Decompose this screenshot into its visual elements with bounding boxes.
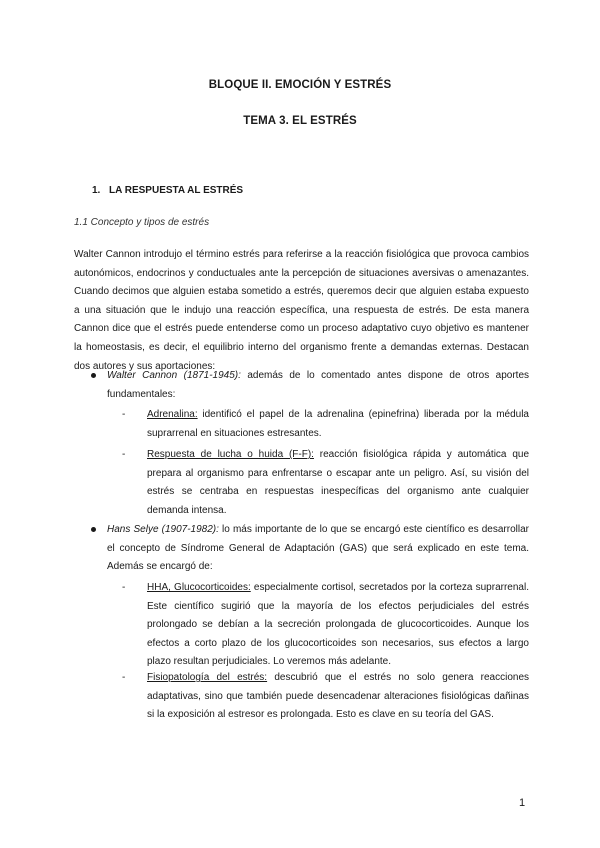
- author-name: Hans Selye (1907-1982):: [107, 524, 219, 535]
- document-subtitle: TEMA 3. EL ESTRÉS: [243, 115, 357, 127]
- term-description: reacción fisiológica rápida y automática que prepara al organismo para enfrentarse o escapar ante un peligro. Así, su visión del estrés se centraba en respuestas inespecíficas del organismo ante cualquier demanda intensa.: [147, 449, 530, 516]
- term: HHA, Glucocorticoides:: [147, 582, 251, 593]
- intro-paragraph: Walter Cannon introdujo el término estrés para referirse a la reacción fisiológica que provoca cambios autonómicos, endocrinos y conductuales ante la percepción de situaciones aversivas o amenazantes. Cuando decimos que alguien estaba sometido a estrés, queremos decir que alguien estaba expuesto a una situación que le indujo una reacción específica, una respuesta de estrés. De esta manera Cannon dice que el estrés puede entenderse como un proceso adaptativo cuyo objetivo es mantener la homeostasis, es decir, el equilibrio interno del organismo frente a demandas externas. Destacan dos autores y sus aportaciones:: [74, 249, 529, 372]
- list-item-selye: [92, 521, 529, 577]
- term-description: identificó el papel de la adrenalina (epinefrina) liberada por la médula suprarrenal en situaciones estresantes.: [147, 409, 529, 439]
- dash-icon: -: [122, 409, 126, 420]
- dash-icon: -: [122, 582, 126, 593]
- section-number: 1.: [92, 185, 101, 196]
- term-description: descubrió que el estrés no solo genera reacciones adaptativas, sino que también puede desencadenar alteraciones fisiológicas dañinas si la exposición al estresor es prolongada. Esto es clave en su teoría del GAS.: [147, 672, 530, 721]
- list-item-cannon: [92, 367, 529, 404]
- term: Adrenalina:: [147, 409, 198, 420]
- sub-item-hha: [117, 579, 529, 672]
- subsection-heading: 1.1 Concepto y tipos de estrés: [74, 217, 210, 228]
- section-label: LA RESPUESTA AL ESTRÉS: [109, 185, 244, 196]
- author-description: lo más importante de lo que se encargó este científico es desarrollar el concepto de Síndrome General de Adaptación (GAS) que será explicado en este tema. Además se encargó de:: [107, 524, 529, 573]
- dash-icon: -: [122, 449, 126, 460]
- page-number: 1: [519, 797, 526, 809]
- sub-item-lucha-huida: [117, 446, 529, 520]
- dash-icon: -: [122, 672, 126, 683]
- term: Respuesta de lucha o huida (F-F):: [147, 449, 314, 460]
- author-description: además de lo comentado antes dispone de otros aportes fundamentales:: [107, 370, 530, 400]
- bullet-icon: [91, 373, 96, 378]
- sub-item-fisiopatologia: [117, 669, 529, 725]
- author-name: Walter Cannon (1871-1945):: [107, 370, 241, 381]
- section-heading: [92, 185, 243, 196]
- term: Fisiopatología del estrés:: [147, 672, 268, 683]
- term-description: especialmente cortisol, secretados por la corteza suprarrenal. Este científico sugirió que la mayoría de los efectos perjudiciales del estrés prolongado se debían a la secreción prolongada de glucocorticoides. Aunque los efectos a corto plazo de los glucocorticoides son necesarios, sus efectos a largo plazo resultan perjudiciales. Lo veremos más adelante.: [147, 582, 529, 668]
- document-title: BLOQUE II. EMOCIÓN Y ESTRÉS: [208, 79, 392, 91]
- bullet-icon: [91, 527, 96, 532]
- sub-item-adrenalina: [117, 406, 529, 443]
